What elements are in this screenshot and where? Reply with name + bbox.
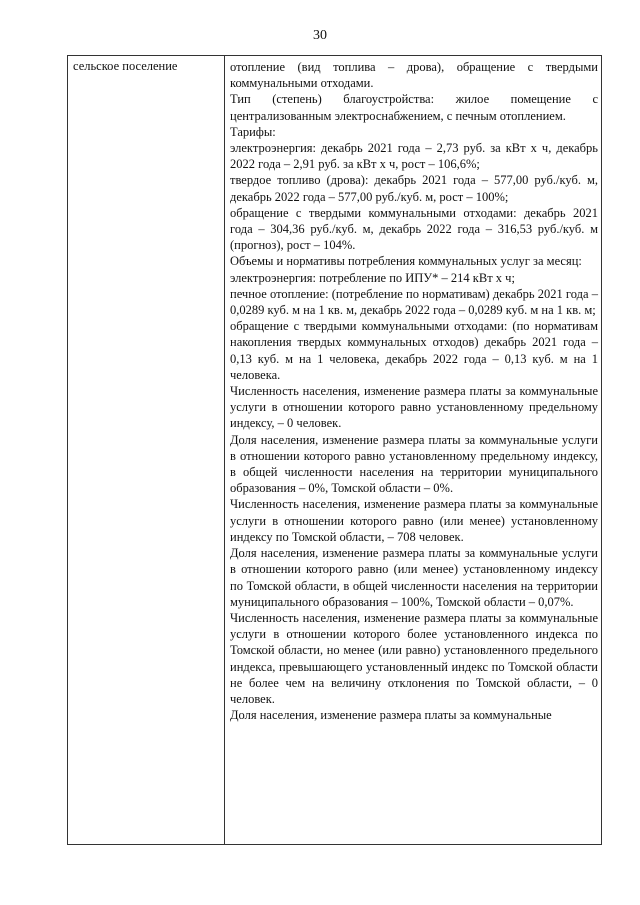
paragraph-volumes-heading: Объемы и нормативы потребления коммунальных услуг за месяц: bbox=[230, 254, 582, 269]
description-cell bbox=[230, 59, 598, 723]
paragraph-population-above-index: Численность населения, изменение размера платы за коммунальные услуги в отношении которого более установленного индекса по Томской области, но менее (или равно) установленного предельного индекса, превышающего установленный индекс по Томской области не более чем на величину отклонения по Томской области, – 0 человек. bbox=[230, 610, 598, 706]
paragraph-volume-heating: печное отопление: (потребление по нормативам) декабрь 2021 года – 0,0289 куб. м на 1 кв. м, декабрь 2022 года – 0,0289 куб. м на 1 кв. м; bbox=[230, 286, 598, 318]
page-number: 30 bbox=[313, 28, 327, 43]
paragraph-improvement-type: Тип (степень) благоустройства: жилое помещение с централизованным электроснабжением, с печным отоплением. bbox=[230, 92, 598, 123]
paragraph-share-regional-index: Доля населения, изменение размера платы за коммунальные услуги в отношении которого равно (или менее) установленному индексу по Томской области, в общей численности населения на территории муниципального образования – 100%, Томской области – 0,07%. bbox=[230, 546, 598, 609]
paragraph-population-limit-index: Численность населения, изменение размера платы за коммунальные услуги в отношении которого равно установленному предельному индексу, – 0 человек. bbox=[230, 384, 598, 431]
paragraph-share-limit-index: Доля населения, изменение размера платы за коммунальные услуги в отношении которого равно установленному предельному индексу, в общей численности населения на территории муниципального образования – 0%, Томской области – 0%. bbox=[230, 432, 598, 496]
paragraph-tariff-electricity: электроэнергия: декабрь 2021 года – 2,73 руб. за кВт х ч, декабрь 2022 года – 2,91 руб. за кВт х ч, рост – 106,6%; bbox=[230, 141, 598, 172]
document-table bbox=[67, 55, 602, 845]
paragraph-share-above-index: Доля населения, изменение размера платы за коммунальные bbox=[230, 708, 552, 723]
paragraph-heating-waste: отопление (вид топлива – дрова), обращение с твердыми коммунальными отходами. bbox=[230, 60, 598, 91]
paragraph-volume-waste: обращение с твердыми коммунальными отходами: (по нормативам накопления твердых коммунальных отходов) декабрь 2021 года – 0,13 куб. м на 1 человека, декабрь 2022 года – 0,13 куб. м на 1 человека. bbox=[230, 319, 598, 382]
column-divider bbox=[224, 56, 225, 844]
paragraph-population-regional-index: Численность населения, изменение размера платы за коммунальные услуги в отношении которого равно (или менее) установленному индексу по Томской области, – 708 человек. bbox=[230, 497, 598, 544]
paragraph-tariff-waste: обращение с твердыми коммунальными отходами: декабрь 2021 года – 304,36 руб./куб. м, декабрь 2022 года – 316,53 руб./куб. м (прогноз), рост – 104%. bbox=[230, 205, 598, 253]
paragraph-tariff-firewood: твердое топливо (дрова): декабрь 2021 года – 577,00 руб./куб. м, декабрь 2022 года – 577,00 руб./куб. м, рост – 100%; bbox=[230, 173, 598, 204]
settlement-type-cell: сельское поселение bbox=[73, 59, 178, 73]
paragraph-volume-electricity: электроэнергия: потребление по ИПУ* – 214 кВт х ч; bbox=[230, 270, 515, 285]
paragraph-tariffs-heading: Тарифы: bbox=[230, 124, 276, 139]
